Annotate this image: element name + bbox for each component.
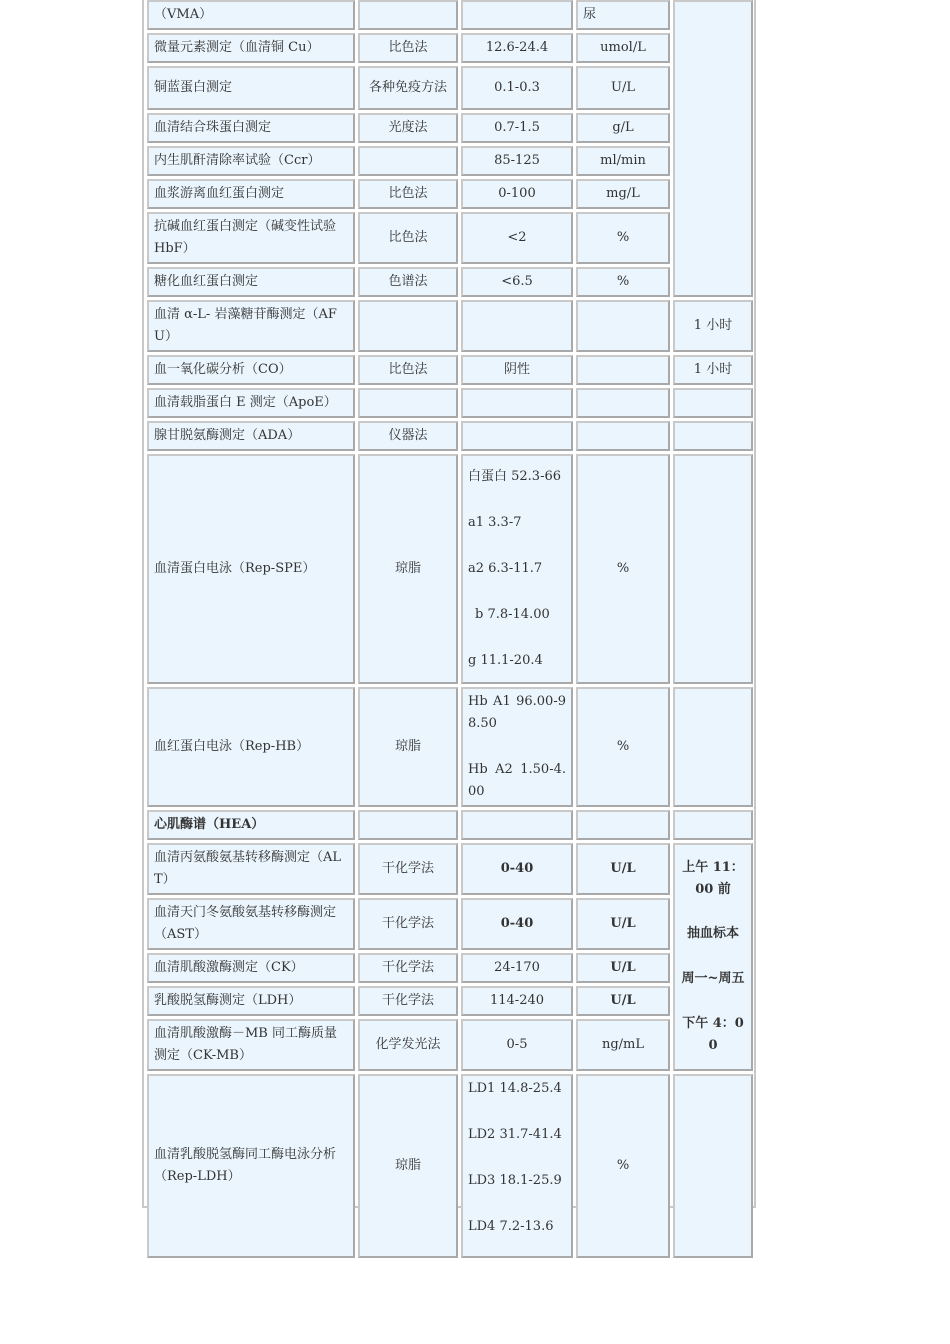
report-time-line: 上午 11：00 前 [682,860,744,897]
test-reference [461,388,573,418]
table-row [147,66,753,110]
table-row [147,355,753,385]
test-reference: 24-170 [461,953,573,983]
test-name: 血清丙氨酸氨基转移酶测定（ALT） [147,843,355,895]
test-unit: ng/mL [576,1019,670,1071]
test-name: 微量元素测定（血清铜 Cu） [147,33,355,63]
test-reference: 0.7-1.5 [461,113,573,143]
test-unit: ml/min [576,146,670,176]
test-method: 各种免疫方法 [358,66,458,110]
test-name: 乳酸脱氢酶测定（LDH） [147,986,355,1016]
test-unit [576,300,670,352]
test-reference: 0.1-0.3 [461,66,573,110]
test-unit: mg/L [576,179,670,209]
test-method: 琼脂 [358,454,458,684]
table-row [147,421,753,451]
test-unit: U/L [576,953,670,983]
test-unit: % [576,454,670,684]
test-method [358,0,458,30]
test-reference [461,1074,573,1258]
reference-line: b 7.8-14.00 [475,607,550,622]
test-method [358,146,458,176]
table-row [147,179,753,209]
lab-test-table-container [142,0,756,1234]
reference-line: LD4 7.2-13.6 [468,1219,554,1234]
test-name: 糖化血红蛋白测定 [147,267,355,297]
test-method: 琼脂 [358,1074,458,1258]
test-name: 血一氧化碳分析（CO） [147,355,355,385]
test-unit: U/L [576,986,670,1016]
test-name: 血清乳酸脱氢酶同工酶电泳分析（Rep-LDH） [147,1074,355,1258]
test-reference [461,421,573,451]
test-reference: 0-40 [461,843,573,895]
test-unit [576,355,670,385]
test-name: 血清肌酸激酶测定（CK） [147,953,355,983]
test-method [358,300,458,352]
table-row [147,267,753,297]
test-unit: U/L [576,66,670,110]
reference-line: LD3 18.1-25.9 [468,1173,562,1188]
report-time [673,388,753,418]
test-reference: 12.6-24.4 [461,33,573,63]
test-name: 血红蛋白电泳（Rep-HB） [147,687,355,807]
reference-line: LD1 14.8-25.4 [468,1081,562,1096]
test-name: 血清 α-L- 岩藻糖苷酶测定（AFU） [147,300,355,352]
test-method: 色谱法 [358,267,458,297]
test-name: （VMA） [147,0,355,30]
reference-line: 白蛋白 52.3-66 [468,469,562,484]
test-reference: 85-125 [461,146,573,176]
test-unit: umol/L [576,33,670,63]
test-reference: 0-100 [461,179,573,209]
report-time [673,687,753,807]
test-method: 比色法 [358,33,458,63]
test-method: 仪器法 [358,421,458,451]
test-unit [576,421,670,451]
test-method: 光度法 [358,113,458,143]
test-unit: 尿 [576,0,670,30]
report-time-cell [673,0,753,297]
table-row [147,687,753,807]
test-method: 干化学法 [358,843,458,895]
test-reference [461,454,573,684]
report-time: 1 小时 [673,300,753,352]
table-row [147,212,753,264]
report-time [673,1074,753,1258]
test-name: 血清蛋白电泳（Rep-SPE） [147,454,355,684]
reference-line: Hb A1 96.00-98.50 [468,694,566,731]
test-method [358,388,458,418]
report-time-line: 周一~周五 [681,971,745,986]
reference-line: a1 3.3-7 [468,515,522,530]
test-reference: 0-5 [461,1019,573,1071]
table-row [147,986,753,1016]
test-name: 腺甘脱氨酶测定（ADA） [147,421,355,451]
table-row [147,1019,753,1071]
test-method: 干化学法 [358,898,458,950]
test-reference: 阴性 [461,355,573,385]
test-name: 铜蓝蛋白测定 [147,66,355,110]
test-reference: <2 [461,212,573,264]
table-row [147,300,753,352]
report-time-line: 下午 4：00 [682,1016,744,1053]
table-row [147,113,753,143]
test-method: 比色法 [358,179,458,209]
report-time-line: 抽血标本 [686,926,739,941]
table-row [147,454,753,684]
test-method: 琼脂 [358,687,458,807]
section-title: 心肌酶谱（HEA） [147,810,355,840]
test-unit: U/L [576,898,670,950]
test-unit: % [576,1074,670,1258]
test-reference [461,0,573,30]
test-reference: 114-240 [461,986,573,1016]
test-unit: g/L [576,113,670,143]
table-row [147,0,753,30]
test-name: 血浆游离血红蛋白测定 [147,179,355,209]
table-row [147,146,753,176]
test-method: 干化学法 [358,953,458,983]
report-time [673,421,753,451]
table-row [147,810,753,840]
test-method: 比色法 [358,212,458,264]
test-name: 血清天门冬氨酸氨基转移酶测定（AST） [147,898,355,950]
test-unit: % [576,267,670,297]
test-reference: 0-40 [461,898,573,950]
table-row [147,898,753,950]
test-reference: <6.5 [461,267,573,297]
test-name: 血清载脂蛋白 E 测定（ApoE） [147,388,355,418]
report-time-cell [673,843,753,1071]
test-unit: % [576,687,670,807]
reference-line: Hb A2 1.50-4.00 [468,762,566,799]
test-name: 内生肌酐清除率试验（Ccr） [147,146,355,176]
test-unit: % [576,212,670,264]
table-row [147,1074,753,1258]
test-reference [461,687,573,807]
reference-line: LD2 31.7-41.4 [468,1127,562,1142]
table-row [147,953,753,983]
table-row [147,843,753,895]
test-unit [576,388,670,418]
test-method: 比色法 [358,355,458,385]
test-reference [461,300,573,352]
test-method: 干化学法 [358,986,458,1016]
test-method: 化学发光法 [358,1019,458,1071]
test-name: 血清结合珠蛋白测定 [147,113,355,143]
reference-line: g 11.1-20.4 [468,653,543,668]
report-time: 1 小时 [673,355,753,385]
test-unit: U/L [576,843,670,895]
table-row [147,33,753,63]
lab-test-table [144,0,756,1261]
table-row [147,388,753,418]
report-time [673,454,753,684]
test-name: 抗碱血红蛋白测定（碱变性试验 HbF） [147,212,355,264]
reference-line: a2 6.3-11.7 [468,561,543,576]
test-name: 血清肌酸激酶－MB 同工酶质量测定（CK-MB） [147,1019,355,1071]
